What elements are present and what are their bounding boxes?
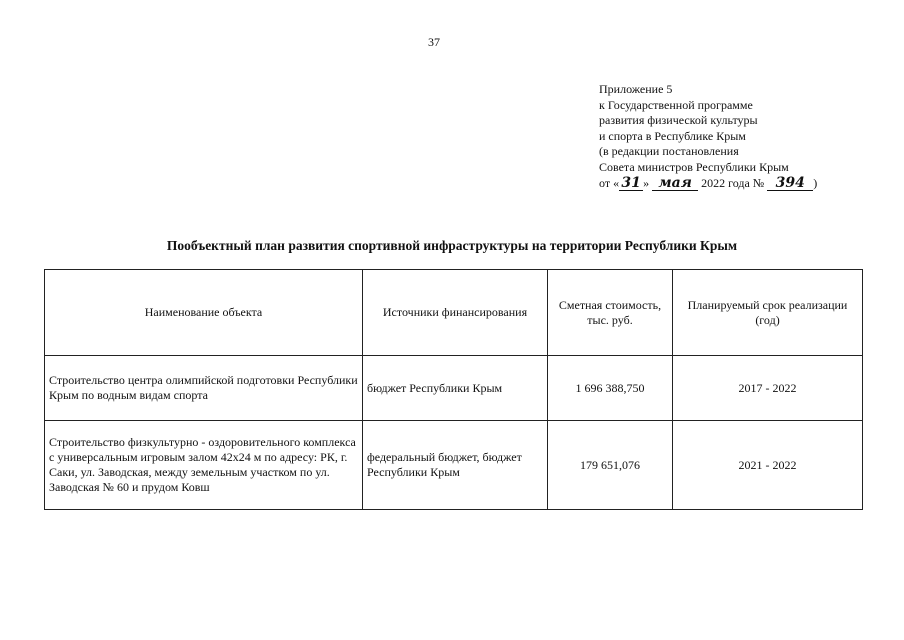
handwritten-day: 31 [619, 177, 643, 191]
date-suffix: ) [813, 175, 818, 190]
cell-funding-source: бюджет Республики Крым [363, 356, 548, 421]
appendix-block [599, 82, 899, 191]
header-funding-sources: Источники финансирования [363, 270, 548, 356]
appendix-line: Совета министров Республики Крым [599, 159, 789, 174]
header-object-name: Наименование объекта [45, 270, 363, 356]
header-estimated-cost: Сметная стоимость, тыс. руб. [548, 270, 673, 356]
cell-object-name: Строительство физкультурно - оздоровительного комплекса с универсальным игровым залом 42х24 м по адресу: РК, г. Саки, ул. Заводская, между земельным участком по ул. Заводская № 60 и прудом Ковш [45, 421, 363, 510]
appendix-line: Приложение 5 [599, 82, 673, 96]
appendix-line: развития физической культуры [599, 113, 758, 128]
handwritten-month: мая [652, 177, 698, 191]
date-year: 2022 года № [701, 175, 765, 190]
appendix-line: (в редакции постановления [599, 144, 739, 159]
header-planned-period: Планируемый срок реализации (год) [673, 270, 863, 356]
appendix-line: и спорта в Республике Крым [599, 128, 746, 143]
infrastructure-plan-table [44, 269, 863, 510]
table-header-row [45, 270, 863, 356]
table-row [45, 356, 863, 421]
date-mid: » [643, 175, 650, 190]
cell-cost: 1 696 388,750 [548, 356, 673, 421]
date-prefix: от « [599, 175, 620, 190]
cell-funding-source: федеральный бюджет, бюджет Республики Крым [363, 421, 548, 510]
page-number: 37 [428, 35, 440, 49]
handwritten-decree-number: 394 [767, 177, 813, 191]
cell-period: 2017 - 2022 [673, 356, 863, 421]
decree-date-line [599, 176, 899, 192]
appendix-line: к Государственной программе [599, 97, 753, 112]
cell-cost: 179 651,076 [548, 421, 673, 510]
document-title: Пообъектный план развития спортивной инфраструктуры на территории Республики Крым [166, 238, 738, 253]
cell-period: 2021 - 2022 [673, 421, 863, 510]
cell-object-name: Строительство центра олимпийской подготовки Республики Крым по водным видам спорта [45, 356, 363, 421]
table-row [45, 421, 863, 510]
